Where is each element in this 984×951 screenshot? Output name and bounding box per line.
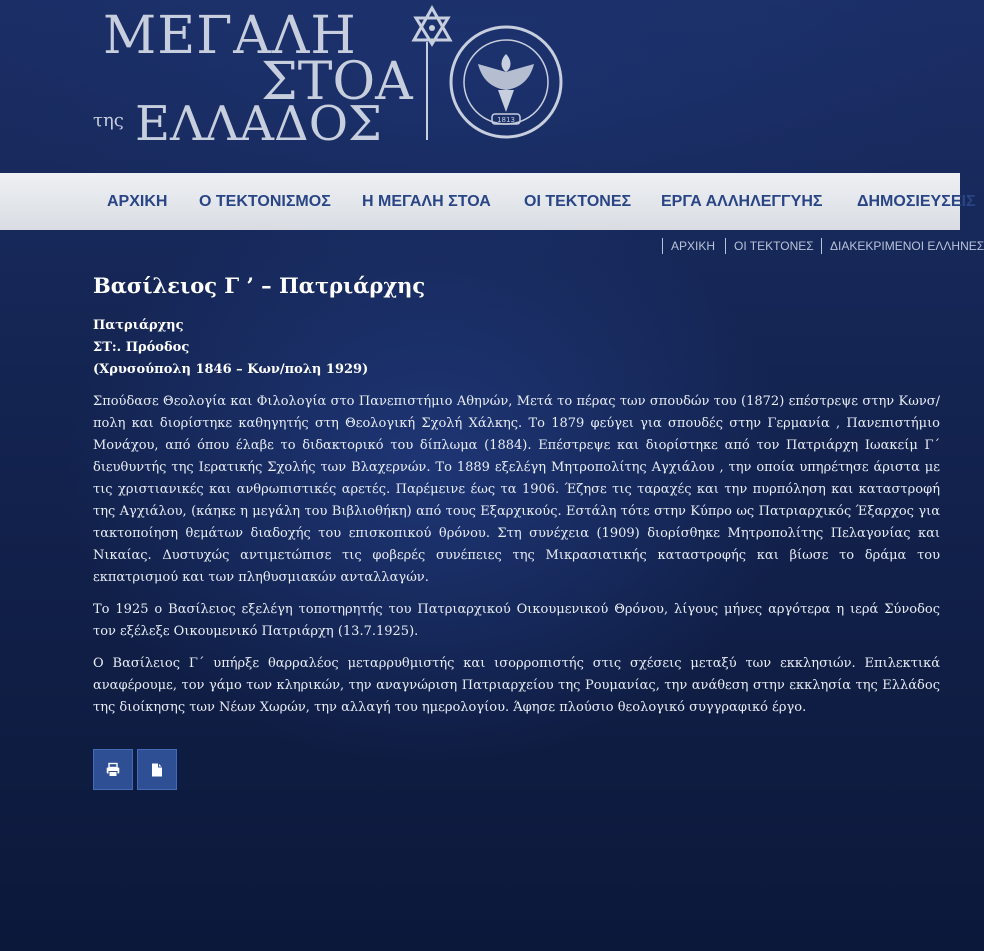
article-paragraph: Το 1925 ο Βασίλειος εξελέγη τοποτηρητής του Πατριαρχικού Οικουμενικού Θρόνου, λίγους μήνες αργότερα η ιερά Σύνοδος τον εξέλεξε Οικουμενικό Πατριάρχη (13.7.1925). — [93, 602, 940, 639]
main-nav — [0, 173, 976, 230]
nav-item-grand-lodge[interactable]: Η ΜΕΓΑΛΗ ΣΤΟΑ — [362, 193, 491, 210]
logo-line-2: ΣΤΟΑ — [261, 52, 413, 112]
article-paragraph: Σπούδασε Θεολογία και Φιλολογία στο Πανεπιστήμιο Αθηνών, Μετά το πέρας των σπουδών του (1872) επέστρεψε στην Κωνσ/πολη και διορίστηκε καθηγητής στη Θεολογική Σχολή Χάλκης. Το 1879 φεύγει για σπουδές στην Γερμανία , Πανεπιστήμιο Μονάχου, από όπου έλαβε το διδακτορικό του δίπλωμα (1884). Επέστρεψε και διορίστηκε από τον Πατριάρχη Ιωακείμ Γ΄ διευθυντής της Ιερατικής Σχολής των Βλαχερνών. Το 1889 εξελέγη Μητροπολίτης Αγχιάλου , την οποία υπηρέτησε άριστα με τις χριστιανικές και ανθρωπιστικές αρετές. Παρέμεινε έως τα 1906. Έζησε τις ταραχές και την πυρπόληση και καταστροφή της Αγχιάλου, (κάηκε η μεγάλη του Βιβλιοθήκη) από τους Εξαρχικούς. Εστάλη τότε στην Κύπρο ως Πατριαρχικός Έξαρχος για τακτοποίηση θεμάτων διαδοχής του επισκοπικού θρόνου. Στη συνέχεια (1909) διορίσθηκε Μητροπολίτης Πελαγονίας και Νικαίας. Δυστυχώς αντιμετώπισε τις φοβερές συνέπειες της Μικρασιατικής καταστροφής και βίωσε το δράμα του εκπατρισμού και των πληθυσμιακών ανταλλαγών. — [93, 394, 940, 585]
document-icon — [151, 763, 163, 777]
logo-line-3: ΕΛΛΑΔΟΣ — [135, 96, 382, 152]
print-icon — [106, 763, 120, 777]
logo-line-1: ΜΕΓΑΛΗ — [103, 6, 357, 66]
seal-year: 1813 — [497, 116, 515, 124]
article-role: Πατριάρχης — [93, 318, 184, 333]
pdf-button[interactable] — [137, 749, 177, 790]
page-title: Βασίλειος Γ ’ – Πατριάρχης — [93, 273, 426, 298]
seal-emblem-icon — [448, 24, 564, 140]
nav-item-freemasonry[interactable]: Ο ΤΕΚΤΟΝΙΣΜΟΣ — [199, 193, 331, 210]
article-lodge: ΣΤ:. Πρόοδος — [93, 340, 190, 355]
breadcrumb-masons[interactable]: ΟΙ ΤΕΚΤΟΝΕΣ — [725, 238, 814, 254]
site-header — [0, 0, 960, 173]
breadcrumb-home[interactable]: ΑΡΧΙΚΗ — [662, 238, 715, 254]
nav-item-publications[interactable]: ΔΗΜΟΣΙΕΥΣΕΙΣ — [857, 193, 976, 210]
article-paragraph: Ο Βασίλειος Γ΄ υπήρξε θαρραλέος μεταρρυθμιστής και ισορροπιστής στις σχέσεις μεταξύ των εκκλησιών. Επιλεκτικά αναφέρουμε, τον γάμο των κληρικών, την αναγνώριση Πατριαρχείου της Ρουμανίας, την ανάθεση στην εκκλησία της Ελλάδος της διοίκησης των Νέων Χωρών, την αλλαγή του ημερολογίου. Άφησε πλούσιο θεολογικό συγγραφικό έργο. — [93, 656, 940, 715]
print-button[interactable] — [93, 749, 133, 790]
nav-item-masons[interactable]: ΟΙ ΤΕΚΤΟΝΕΣ — [524, 193, 632, 210]
nav-item-charity[interactable]: ΕΡΓΑ ΑΛΛΗΛΕΓΓΥΗΣ — [661, 193, 823, 210]
article-dates: (Χρυσούπολη 1846 – Κων/πολη 1929) — [93, 362, 369, 377]
breadcrumb-distinguished[interactable]: ΔΙΑΚΕΚΡΙΜΕΝΟΙ ΕΛΛΗΝΕΣ — [821, 238, 984, 254]
nav-item-home[interactable]: ΑΡΧΙΚΗ — [107, 193, 168, 210]
logo-prefix: της — [93, 110, 124, 131]
compass-square-icon — [411, 6, 453, 46]
site-logo[interactable] — [93, 0, 413, 160]
logo-divider — [426, 42, 428, 140]
